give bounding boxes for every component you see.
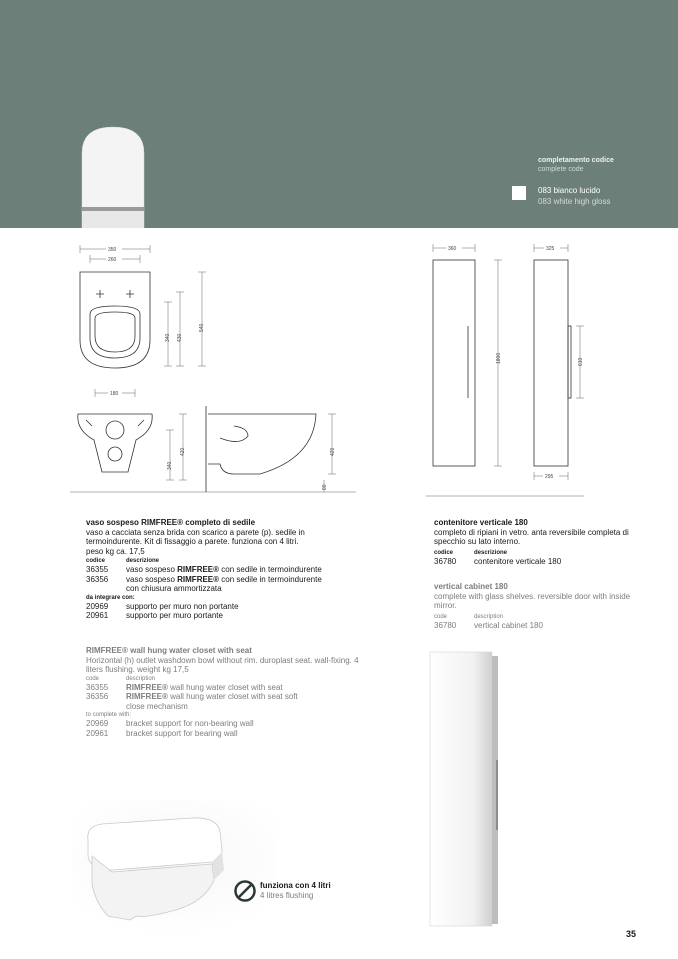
dim-295: 295 — [545, 474, 554, 480]
cabinet-spec-en — [434, 582, 634, 630]
col-desc-label: description — [126, 675, 156, 682]
col-code-label: codice — [434, 549, 454, 556]
brand-name: RIMFREE® — [177, 565, 220, 574]
col-code-label: code — [86, 675, 100, 682]
cabinet-title-it: contenitore verticale 180 — [434, 518, 528, 527]
toilet-desc-en: Horizontal (h) outlet washdown bowl without rim. duroplast seat. wall-fixing. 4 liters flushing. weight kg 17,5 — [86, 655, 359, 674]
cabinet-desc-en: complete with glass shelves. reversible door with inside mirror. — [434, 591, 631, 610]
toilet-title-en: RIMFREE® wall hung water closet with seat — [86, 646, 252, 655]
product-code: 20961 — [86, 611, 109, 620]
col-code-label: codice — [86, 558, 106, 564]
product-desc — [126, 683, 366, 693]
flush-badge — [234, 878, 384, 906]
support-row-en — [86, 719, 366, 729]
toilet-row-en — [86, 683, 366, 693]
dim-540: 540 — [199, 323, 205, 332]
complete-code-title: completamento codice — [538, 157, 614, 164]
toilet-table-header-en — [86, 675, 366, 683]
support-row-it — [86, 602, 354, 612]
complete-with-label-en: to complete with: — [86, 712, 132, 718]
col-desc-label: descrizione — [126, 558, 160, 564]
toilet-table-header-it — [86, 557, 354, 565]
brand-name: RIMFREE® — [126, 692, 168, 701]
dim-360: 360 — [448, 246, 457, 252]
product-code: 36355 — [86, 682, 109, 692]
col-code-label: code — [434, 613, 448, 620]
desc-post: wall hung water closet with seat — [167, 682, 283, 692]
cabinet-photo — [412, 650, 508, 930]
product-code: 36356 — [86, 574, 109, 584]
desc-post: con sedile in termoindurente — [219, 574, 322, 584]
dim-420-rear: 420 — [180, 447, 186, 456]
toilet-title-it: vaso sospeso RIMFREE® completo di sedile — [86, 518, 256, 527]
cabinet-table-header-it — [434, 549, 634, 557]
desc-pre: vaso sospeso — [126, 574, 178, 584]
toilet-row-it — [86, 575, 354, 594]
color-name-en: 083 white high gloss — [538, 197, 611, 206]
product-desc: bracket support for bearing wall — [126, 728, 238, 738]
col-desc-label: descrizione — [474, 549, 508, 556]
product-code: 20961 — [86, 728, 109, 738]
product-desc: supporto per muro portante — [126, 611, 223, 620]
desc-pre: vaso sospeso — [126, 565, 178, 574]
product-desc — [126, 575, 354, 594]
cabinet-title-en: vertical cabinet 180 — [434, 582, 508, 591]
color-swatch-white — [512, 186, 526, 200]
cabinet-desc-it: completo di ripiani in vetro. anta reversibile completa di specchio su lato interno. — [434, 527, 629, 546]
toilet-row-it — [86, 565, 354, 575]
flush-badge-it: funziona con 4 litri — [260, 881, 331, 890]
product-desc: supporto per muro non portante — [126, 601, 239, 611]
dim-340-top: 340 — [165, 333, 171, 342]
cabinet-row-en — [434, 621, 634, 631]
product-code: 36780 — [434, 556, 457, 566]
col-desc-label: description — [474, 613, 504, 620]
complete-with-label-it: da integrare con: — [86, 594, 135, 601]
dim-350: 350 — [108, 247, 117, 253]
toilet-spec-it — [86, 518, 354, 621]
flush-badge-en: 4 litres flushing — [260, 891, 314, 900]
desc-extra: con chiusura ammortizzata — [126, 584, 222, 593]
toilet-technical-drawing — [70, 240, 360, 498]
product-code: 36780 — [434, 620, 457, 630]
complete-code-block — [538, 157, 614, 173]
page-number: 35 — [626, 929, 637, 939]
toilet-desc-it: vaso a cacciata senza brida con scarico a parete (p). sedile in termoindurente. Kit di fissaggio a parete. funziona con 4 litri. — [86, 527, 305, 546]
product-desc — [126, 692, 366, 711]
desc-post: con sedile in termoindurente — [219, 565, 322, 574]
cabinet-spec-it — [434, 518, 634, 566]
desc-extra: close mechanism — [126, 701, 188, 711]
dim-340-rear: 340 — [167, 461, 173, 470]
dim-420-profile: 420 — [330, 447, 336, 456]
dim-1800: 1800 — [496, 352, 502, 364]
product-code: 20969 — [86, 719, 109, 728]
desc-post: wall hung water closet with seat soft — [167, 692, 298, 701]
product-code: 36355 — [86, 565, 109, 574]
brand-name: RIMFREE® — [126, 682, 168, 692]
cabinet-table-header-en — [434, 613, 634, 621]
toilet-front-photo — [78, 123, 148, 228]
toilet-spec-en — [86, 646, 366, 738]
complete-code-subtitle: complete code — [538, 166, 584, 173]
product-code: 36356 — [86, 692, 109, 701]
dim-325: 325 — [546, 246, 555, 252]
dim-80: 80 — [322, 484, 328, 490]
color-name-it: 083 bianco lucido — [538, 186, 601, 195]
product-desc: bracket support for non-bearing wall — [126, 719, 254, 728]
dim-180: 180 — [110, 391, 119, 397]
support-row-it — [86, 611, 354, 621]
toilet-weight-it: peso kg ca. 17,5 — [86, 546, 145, 556]
support-row-en — [86, 729, 366, 739]
product-desc — [126, 565, 354, 575]
dim-260: 260 — [108, 257, 117, 263]
cabinet-row-it — [434, 557, 634, 567]
product-code: 20969 — [86, 601, 109, 611]
cabinet-technical-drawing — [426, 240, 586, 502]
product-desc: contenitore verticale 180 — [474, 556, 562, 566]
dim-430: 430 — [177, 333, 183, 342]
brand-name: RIMFREE® — [177, 574, 220, 584]
toilet-photo — [72, 800, 277, 930]
water-saving-icon — [234, 880, 256, 902]
dim-610: 610 — [578, 357, 584, 366]
toilet-row-en — [86, 692, 366, 711]
product-desc: vertical cabinet 180 — [474, 620, 543, 630]
